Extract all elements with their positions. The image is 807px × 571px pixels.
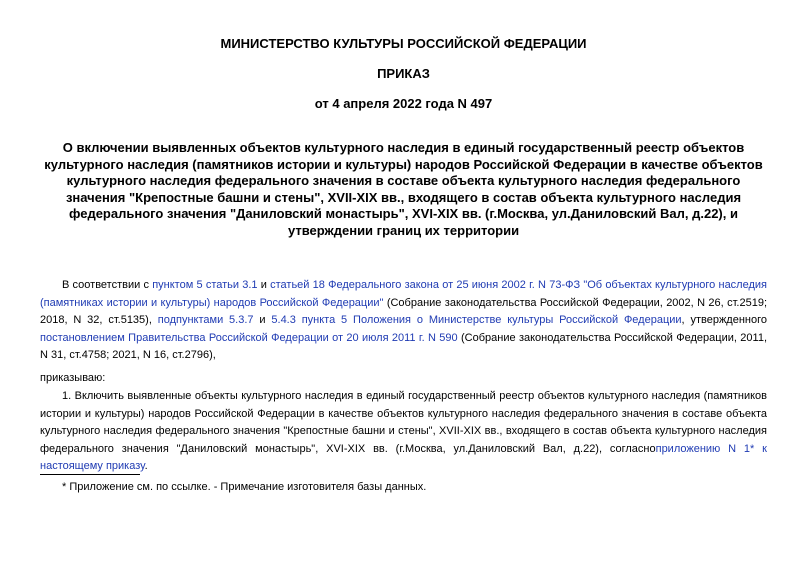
link-ministry-regulation[interactable]: 5.4.3 пункта 5 Положения о Министерстве культуры Российской Федерации <box>271 314 682 326</box>
preamble-text-1: В соответствии с <box>62 279 153 291</box>
order-word: приказываю: <box>40 372 106 384</box>
link-article-3-1[interactable]: пунктом 5 статьи 3.1 <box>152 279 258 291</box>
link-federal-law-73[interactable]: статьей 18 Федерального закона от 25 июня 2002 г. N 73-ФЗ "Об объектах культурного наследия (памятниках истории и культуры) народов Российской Федерации" <box>40 279 767 309</box>
clause-1-text: 1. Включить выявленные объекты культурного наследия в единый государственный реестр объектов культурного наследия (памятников истории и культуры) народов Российской Федерации в качестве объектов культурного наследия федерального значения в составе объекта культурного наследия федерального значения "Крепостные башни и стены", XVII-XIX вв., входящего в состав объекта культурного наследия федерального значения "Даниловский монастырь", XVI-XIX вв. (г.Москва, ул.Даниловский Вал, д.22), согласно <box>40 390 767 455</box>
preamble-text-4: и <box>253 314 272 326</box>
ministry-heading: МИНИСТЕРСТВО КУЛЬТУРЫ РОССИЙСКОЙ ФЕДЕРАЦИИ <box>220 36 587 51</box>
link-subpoint-5-3-7[interactable]: подпунктами 5.3.7 <box>157 314 254 326</box>
document-title: О включении выявленных объектов культурного наследия в единый государственный реестр объектов культурного наследия (памятников истории и культуры) народов Российской Федерации в качестве объектов культурного наследия федерального значения в составе объекта культурного наследия федерального значения "Крепостные башни и стены", XVII-XIX вв., входящего в состав объекта культурного наследия федерального значения "Даниловский монастырь", XVI-XIX вв. (г.Москва, ул.Даниловский Вал, д.22), и утверждении границ их территории <box>44 140 763 238</box>
link-appendix-1[interactable]: приложению N 1* к настоящему приказу <box>40 442 767 472</box>
document-date-number: от 4 апреля 2022 года N 497 <box>314 96 493 111</box>
footnote: * Приложение см. по ссылке. - Примечание изготовителя базы данных. <box>62 481 427 493</box>
clause-1-paragraph <box>40 388 767 476</box>
footnote-divider <box>40 474 140 475</box>
preamble-text-2: и <box>257 279 271 291</box>
preamble-paragraph <box>40 277 767 365</box>
clause-1-end: . <box>144 460 148 472</box>
preamble-text-3: (Собрание законодательства Российской Федерации, 2002, N 26, ст.2519; 2018, N 32, ст.5135), <box>40 296 767 326</box>
preamble-text-6: (Собрание законодательства Российской Федерации, 2011, N 31, ст.4758; 2021, N 16, ст.2796), <box>40 331 768 361</box>
preamble-text-5: , утвержденного <box>681 314 767 326</box>
link-government-resolution-590[interactable]: постановлением Правительства Российской Федерации от 20 июля 2011 г. N 590 <box>40 331 458 344</box>
document-type-heading: ПРИКАЗ <box>377 66 430 81</box>
